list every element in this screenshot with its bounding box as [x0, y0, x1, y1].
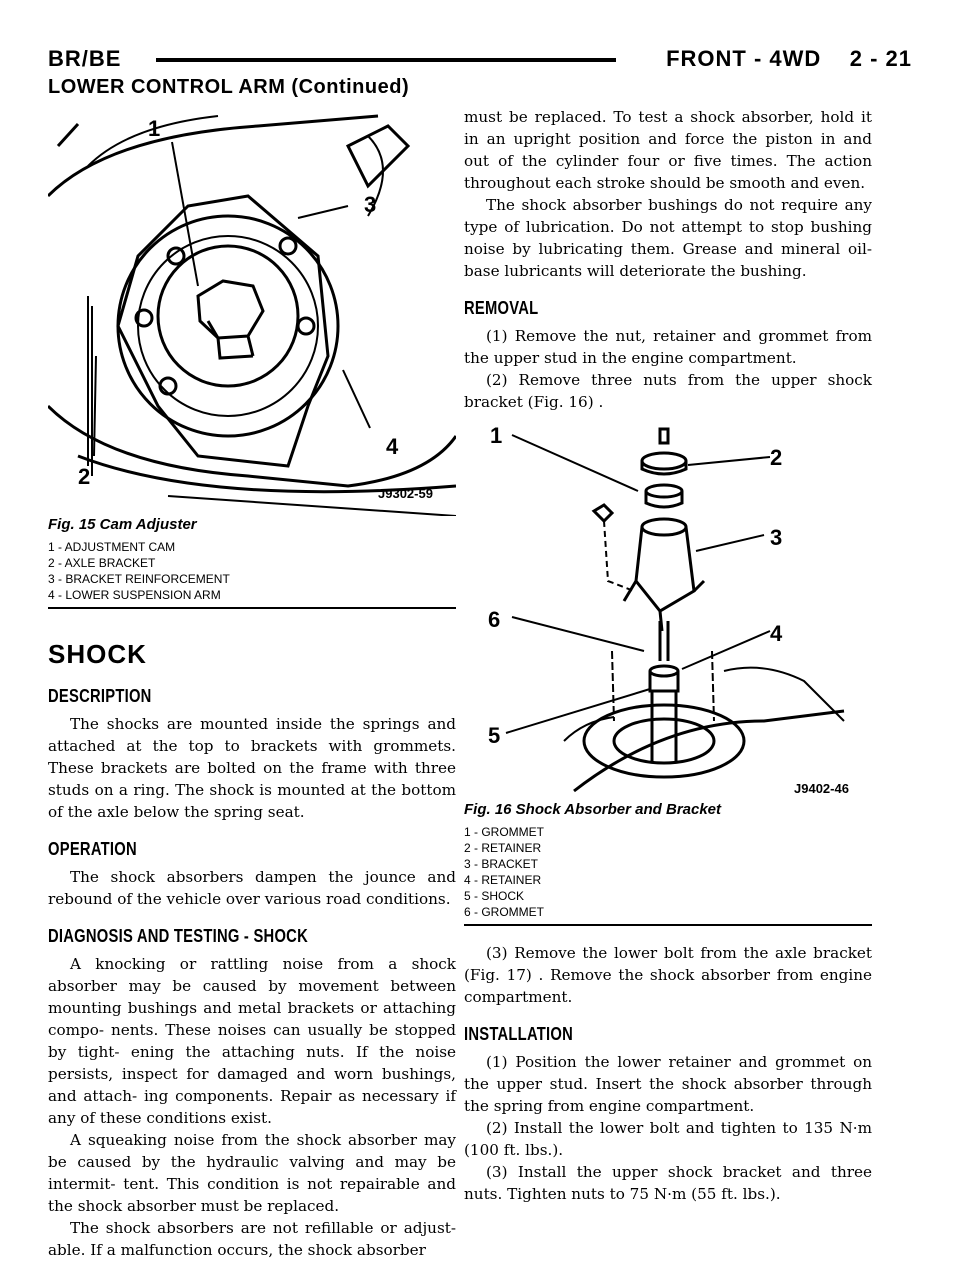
fig16-code: J9402-46	[794, 781, 849, 796]
fig16-title: Fig. 16 Shock Absorber and Bracket	[464, 801, 722, 818]
removal-step-2: (2) Remove three nuts from the upper shock bracket (Fig. 16) .	[464, 371, 872, 411]
figure-16	[464, 421, 872, 926]
fig16-callout-6: 6	[488, 607, 501, 632]
installation-step-3: (3) Install the upper shock bracket and three nuts. Tighten nuts to 75 N·m (55 ft. lbs.).	[464, 1163, 872, 1203]
removal-step-3: (3) Remove the lower bolt from the axle bracket (Fig. 17) . Remove the shock absorber from engine compartment.	[464, 944, 872, 1006]
fig15-code: J9302-59	[378, 486, 433, 501]
fig16-legend-1: 1 - GROMMET	[464, 825, 544, 839]
header-rule	[156, 58, 616, 62]
diagnosis-paragraph-3a: The shock absorbers are not refillable or adjust- able. If a malfunction occurs, the shock absorber	[48, 1219, 456, 1259]
diagnosis-heading: DIAGNOSIS AND TESTING - SHOCK	[48, 926, 308, 946]
figure-15	[48, 106, 456, 609]
header-section-code: BR/BE	[48, 46, 122, 71]
fig16-legend-5: 5 - SHOCK	[464, 889, 525, 903]
header-page-info: FRONT - 4WD 2 - 21	[666, 46, 912, 71]
fig16-callout-5: 5	[488, 723, 501, 748]
diagnosis-paragraph-2: A squeaking noise from the shock absorber may be caused by the hydraulic valving and may be intermit- tent. This condition is not repairable and the shock absorber must be replaced.	[48, 1131, 456, 1215]
page-header	[48, 38, 912, 74]
fig15-legend-2: 2 - AXLE BRACKET	[48, 556, 156, 570]
description-text: The shocks are mounted inside the springs and attached at the top to brackets with grommets. These brackets are bolted on the frame with three studs on a ring. The shock is mounted at the bottom of the axle below the spring seat.	[48, 715, 456, 821]
fig16-legend-6: 6 - GROMMET	[464, 905, 544, 919]
installation-heading: INSTALLATION	[464, 1024, 573, 1044]
installation-step-2: (2) Install the lower bolt and tighten to 135 N·m (100 ft. lbs.).	[464, 1119, 872, 1159]
fig16-callout-4: 4	[770, 621, 783, 646]
fig16-legend-3: 3 - BRACKET	[464, 857, 539, 871]
left-column	[48, 106, 456, 1261]
fig15-callout-2: 2	[78, 464, 91, 489]
fig15-callout-1: 1	[148, 116, 161, 141]
fig16-callout-1: 1	[490, 423, 503, 448]
fig16-callout-2: 2	[770, 445, 783, 470]
continued-heading: LOWER CONTROL ARM (Continued)	[48, 76, 410, 98]
fig15-rule	[48, 607, 456, 609]
fig15-legend-3: 3 - BRACKET REINFORCEMENT	[48, 572, 230, 586]
operation-text: The shock absorbers dampen the jounce and rebound of the vehicle over various road conditions.	[48, 868, 456, 908]
diagnosis-paragraph-3b: must be replaced. To test a shock absorber, hold it in an upright position and force the piston in and out of the cylinder four or five times. The action throughout each stroke should be smooth and even.	[464, 108, 872, 192]
fig15-callout-3: 3	[364, 192, 377, 217]
fig15-callout-4: 4	[386, 434, 399, 459]
fig16-rule	[464, 924, 872, 926]
description-heading: DESCRIPTION	[48, 686, 152, 706]
fig16-callout-3: 3	[770, 525, 783, 550]
cam-adjuster-illustration	[48, 106, 456, 516]
fig15-legend-4: 4 - LOWER SUSPENSION ARM	[48, 588, 221, 602]
removal-heading: REMOVAL	[464, 298, 539, 318]
shock-bracket-illustration	[464, 421, 872, 801]
fig15-legend-1: 1 - ADJUSTMENT CAM	[48, 540, 176, 554]
right-column	[464, 106, 872, 1205]
removal-step-1: (1) Remove the nut, retainer and grommet from the upper stud in the engine compartment.	[464, 327, 872, 367]
diagnosis-paragraph-1: A knocking or rattling noise from a shock absorber may be caused by movement between mounting bushings and metal brackets or attaching compo- nents. These noises can usually be stopped by tight- ening the attaching nuts. If the noise persists, inspect for damaged and worn bushings, and attach- ing components. Repair as necessary if any of these conditions exist.	[48, 955, 456, 1127]
fig16-legend-2: 2 - RETAINER	[464, 841, 542, 855]
installation-step-1: (1) Position the lower retainer and grommet on the upper stud. Insert the shock absorber through the spring from engine compartment.	[464, 1053, 872, 1115]
fig15-title: Fig. 15 Cam Adjuster	[48, 516, 197, 533]
diagnosis-paragraph-4: The shock absorber bushings do not require any type of lubrication. Do not attempt to stop bushing noise by lubricating them. Grease and mineral oil- base lubricants will deteriorate the bushing.	[464, 196, 872, 280]
fig16-legend-4: 4 - RETAINER	[464, 873, 542, 887]
shock-section-title: SHOCK	[48, 639, 147, 669]
operation-heading: OPERATION	[48, 839, 137, 859]
